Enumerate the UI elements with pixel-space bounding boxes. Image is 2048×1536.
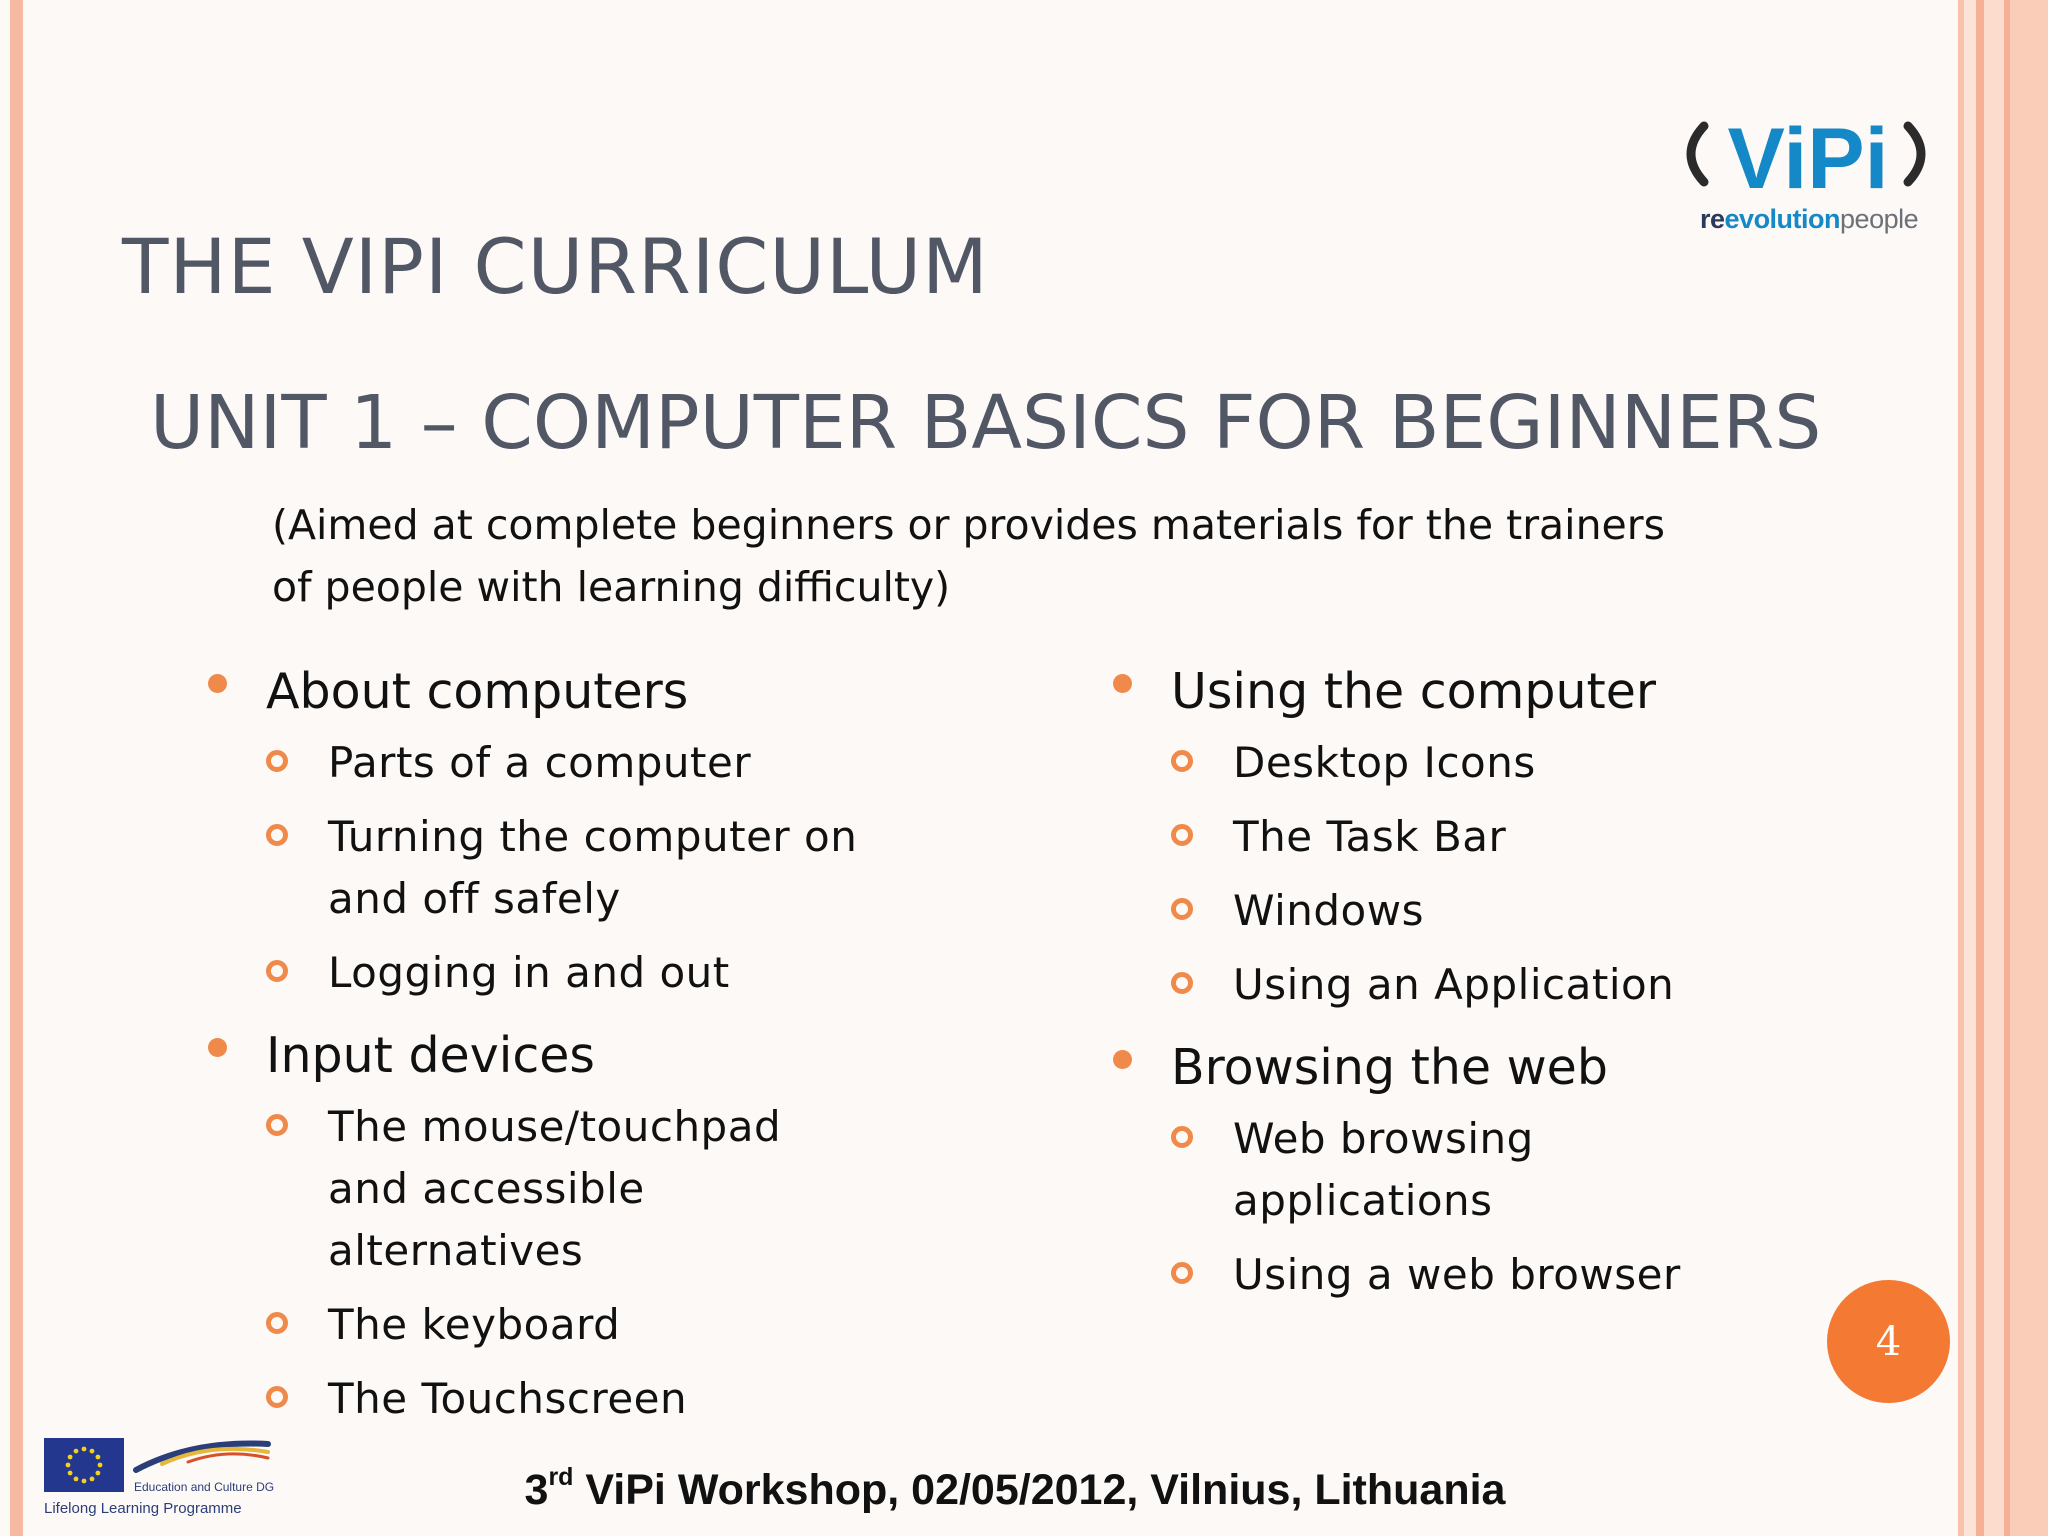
list-item <box>1171 954 1745 1016</box>
ring-bullet-icon <box>1171 1126 1193 1148</box>
footer-text: ViPi Workshop, 02/05/2012, Vilnius, Lithuania <box>573 1466 1506 1514</box>
list-item-label: The Task Bar <box>1233 812 1507 861</box>
eu-programme-label: Lifelong Learning Programme <box>44 1500 242 1517</box>
unit-title: UNIT 1 – COMPUTER BASICS FOR BEGINNERS <box>150 380 1822 466</box>
list-item-label: Desktop Icons <box>1233 738 1536 787</box>
right-border-stripe <box>1964 0 1976 1536</box>
tagline-evolution: evolution <box>1724 204 1841 234</box>
page-number-badge <box>1827 1280 1950 1403</box>
ring-bullet-icon <box>1171 972 1193 994</box>
bullet-dot-icon <box>1113 1050 1132 1069</box>
list-item-label: The Touchscreen <box>328 1374 688 1423</box>
bullet-dot-icon <box>208 674 227 693</box>
list-item <box>266 1096 840 1282</box>
list-item <box>1171 1244 1745 1306</box>
tagline-re: re <box>1700 204 1725 234</box>
ring-bullet-icon <box>1171 1262 1193 1284</box>
logo-tagline <box>1700 204 1918 235</box>
right-border-stripe <box>2010 0 2048 1536</box>
topic-label: Browsing the web <box>1171 1039 1608 1096</box>
list-item <box>1171 1108 1745 1232</box>
ring-bullet-icon <box>1171 824 1193 846</box>
topic-using-the-computer <box>1105 652 1745 1016</box>
logo-brand-text: ViPi <box>1727 111 1889 207</box>
list-item <box>266 732 840 794</box>
list-item-label: Using a web browser <box>1233 1250 1681 1299</box>
list-item-label: Parts of a computer <box>328 738 752 787</box>
left-border-stripe <box>10 0 23 1536</box>
ring-bullet-icon <box>266 750 288 772</box>
topic-label: Input devices <box>266 1027 595 1084</box>
right-border-stripe <box>1976 0 1984 1536</box>
bullet-dot-icon <box>208 1038 227 1057</box>
tagline-people: people <box>1840 204 1919 234</box>
footer-ordinal-number: 3 <box>524 1466 549 1514</box>
list-item-label: Web browsing applications <box>1233 1114 1534 1225</box>
list-item-label: Turning the computer on and off safely <box>328 812 858 923</box>
footer-ordinal-suffix: rd <box>548 1462 574 1491</box>
list-item <box>1171 732 1745 794</box>
list-item-label: Windows <box>1233 886 1424 935</box>
list-item <box>266 1294 840 1356</box>
ring-bullet-icon <box>266 1312 288 1334</box>
list-item <box>266 806 858 930</box>
topic-browsing-the-web <box>1105 1028 1745 1306</box>
topic-label: About computers <box>266 663 689 720</box>
sub-list <box>1171 1108 1745 1306</box>
topic-about-computers <box>200 652 858 1004</box>
page-number: 4 <box>1875 1318 1902 1365</box>
sub-list <box>266 732 858 1004</box>
slide-title: THE VIPI CURRICULUM <box>122 222 989 311</box>
llp-swoosh-icon <box>132 1434 276 1478</box>
list-item <box>1171 806 1745 868</box>
ring-bullet-icon <box>266 960 288 982</box>
sub-list <box>266 1096 840 1430</box>
ring-bullet-icon <box>266 1114 288 1136</box>
bullet-dot-icon <box>1113 674 1132 693</box>
ring-bullet-icon <box>266 1386 288 1408</box>
list-item <box>266 942 840 1004</box>
sub-list <box>1171 732 1745 1016</box>
vipi-logo-mark <box>1668 108 1944 208</box>
list-item <box>1171 880 1745 942</box>
vipi-logo <box>1668 108 1944 246</box>
list-item-label: Using an Application <box>1233 960 1675 1009</box>
unit-subtitle: (Aimed at complete beginners or provides materials for the trainers of people with learning difficulty) <box>272 501 1665 611</box>
footer-caption <box>0 1462 2048 1515</box>
eu-flag-icon <box>44 1438 124 1492</box>
left-column <box>200 652 858 1442</box>
eu-programme-logo <box>40 1434 280 1524</box>
right-border-stripe <box>1984 0 2004 1536</box>
ring-bullet-icon <box>1171 750 1193 772</box>
list-item <box>266 1368 840 1430</box>
list-item-label: The keyboard <box>328 1300 621 1349</box>
list-item-label: Logging in and out <box>328 948 730 997</box>
right-column <box>1105 652 1745 1318</box>
ring-bullet-icon <box>266 824 288 846</box>
ring-bullet-icon <box>1171 898 1193 920</box>
eu-dg-label: Education and Culture DG <box>134 1480 275 1494</box>
topic-label: Using the computer <box>1171 663 1657 720</box>
topic-input-devices <box>200 1016 840 1430</box>
list-item-label: The mouse/touchpad and accessible alternatives <box>328 1102 782 1275</box>
